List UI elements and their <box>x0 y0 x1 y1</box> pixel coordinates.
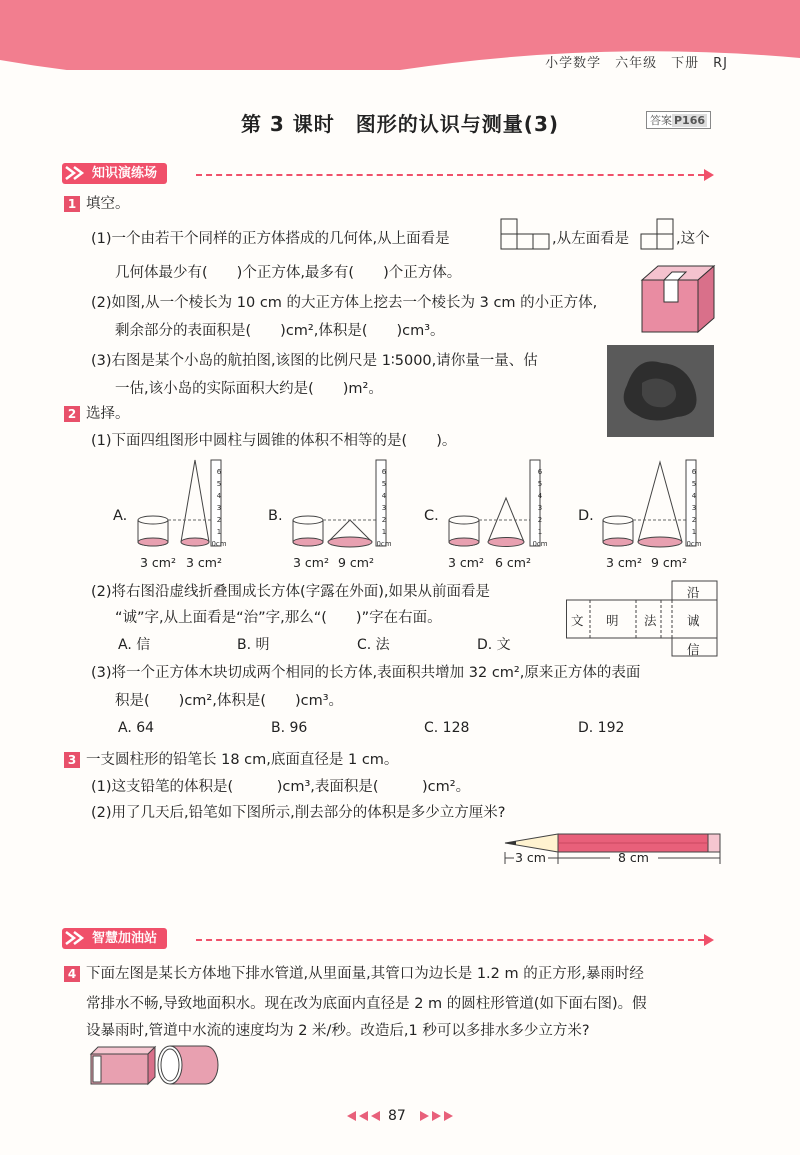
ruler-tick-label: 6 <box>691 468 697 476</box>
ruler-tick-label: 1 <box>381 528 387 536</box>
ruler-tick-label: 6 <box>381 468 387 476</box>
ruler-tick-label: 4 <box>381 492 387 500</box>
forward-arrows-icon <box>418 1110 458 1122</box>
pipe-figures <box>88 1044 220 1086</box>
option-c-figure <box>446 458 556 550</box>
q1-p1c: ,这个 <box>676 231 710 247</box>
ruler-tick-label: 5 <box>381 480 387 488</box>
q1-p1a: (1)一个由若干个同样的正方体搭成的几何体,从上面看是 <box>91 231 450 247</box>
ruler-tick-label: 6 <box>537 468 543 476</box>
section-divider-1 <box>196 174 704 176</box>
pencil-dim-tip: 3 cm <box>515 850 546 865</box>
ruler-tick-label: 5 <box>216 480 222 488</box>
ruler-tick-label: 2 <box>381 516 387 524</box>
q4-line-2: 常排水不畅,导致地面积水。现在改为底面内直径是 2 m 的圆柱形管道(如下面右图)。假 <box>86 996 647 1012</box>
q3-p1: (1)这支铅笔的体积是( )cm³,表面积是( )cm²。 <box>91 779 471 795</box>
option-letter-a: A. <box>113 508 128 524</box>
arrow-right-icon <box>704 934 714 946</box>
q1-p2b: 剩余部分的表面积是( )cm²,体积是( )cm³。 <box>115 323 445 339</box>
hollowed-cube-figure <box>640 262 718 334</box>
question-number-2: 2 <box>64 406 80 422</box>
header-info: 小学数学 六年级 下册 RJ <box>545 56 728 71</box>
net-face-xin: 信 <box>687 642 700 657</box>
ruler-tick-label: 5 <box>537 480 543 488</box>
section-title-2: 智慧加油站 <box>62 928 167 949</box>
q2-p3-option-a: A. 64 <box>118 720 155 736</box>
ruler-tick-label: 2 <box>691 516 697 524</box>
q2-p3-option-b: B. 96 <box>271 720 308 736</box>
answer-key-label: 答案 <box>650 114 672 127</box>
q1-p3a: (3)右图是某个小岛的航拍图,该图的比例尺是 1∶5000,请你量一量、估 <box>91 353 538 369</box>
option-c-label-2: 6 cm² <box>495 555 531 570</box>
net-face-zhi: 沿 <box>687 585 700 600</box>
page-number: 87 <box>388 1108 406 1124</box>
option-d-label-1: 3 cm² <box>606 555 642 570</box>
q2-p2-option-d: D. 文 <box>477 637 511 653</box>
section-divider-2 <box>196 939 704 941</box>
answer-key-page: P166 <box>674 114 706 127</box>
q2-p2a: (2)将右图沿虚线折叠围成长方体(字露在外面),如果从前面看是 <box>91 584 490 600</box>
chevron-icon <box>64 165 88 181</box>
answer-key-badge <box>646 111 711 129</box>
q3-heading: 一支圆柱形的铅笔长 18 cm,底面直径是 1 cm。 <box>86 752 399 768</box>
back-arrows-icon <box>346 1110 386 1122</box>
option-a-label-1: 3 cm² <box>140 555 176 570</box>
q2-p2b: “诚”字,从上面看是“治”字,那么“( )”字在右面。 <box>115 610 442 626</box>
page-title: 第 3 课时 图形的认识与测量(3) <box>240 112 560 136</box>
ruler-tick-label: 4 <box>691 492 697 500</box>
option-d-label-2: 9 cm² <box>651 555 687 570</box>
island-aerial-photo <box>607 345 714 437</box>
left-view-figure <box>640 218 676 250</box>
option-letter-b: B. <box>268 508 283 524</box>
ruler-tick-label: 0cm <box>532 540 548 548</box>
ruler-tick-label: 3 <box>216 504 222 512</box>
ruler-tick-label: 1 <box>691 528 697 536</box>
ruler-tick-label: 1 <box>216 528 222 536</box>
q2-p2-option-a: A. 信 <box>118 637 151 653</box>
q2-p3a: (3)将一个正方体木块切成两个相同的长方体,表面积共增加 32 cm²,原来正方体的表面 <box>91 665 641 681</box>
option-b-label-2: 9 cm² <box>338 555 374 570</box>
q2-p2-option-b: B. 明 <box>237 637 270 653</box>
q2-heading: 选择。 <box>86 406 130 422</box>
top-view-figure <box>500 218 552 250</box>
ruler-tick-label: 3 <box>381 504 387 512</box>
ruler-tick-label: 3 <box>691 504 697 512</box>
ruler-tick-label: 0cm <box>376 540 392 548</box>
net-face-wen: 文 <box>571 613 584 628</box>
ruler-tick-label: 2 <box>216 516 222 524</box>
q1-p1d: 几何体最少有( )个正方体,最多有( )个正方体。 <box>115 265 462 281</box>
ruler-tick-label: 6 <box>216 468 222 476</box>
option-b-label-1: 3 cm² <box>293 555 329 570</box>
net-face-ming: 明 <box>606 613 619 628</box>
net-face-cheng: 诚 <box>687 613 700 628</box>
q2-p1: (1)下面四组图形中圆柱与圆锥的体积不相等的是( )。 <box>91 433 457 449</box>
q3-p2: (2)用了几天后,铅笔如下图所示,削去部分的体积是多少立方厘米? <box>91 805 506 821</box>
net-face-fa: 法 <box>644 613 657 628</box>
pencil-dim-body: 8 cm <box>618 850 649 865</box>
ruler-tick-label: 3 <box>537 504 543 512</box>
ruler-tick-label: 4 <box>216 492 222 500</box>
q4-line-1: 下面左图是某长方体地下排水管道,从里面量,其管口为边长是 1.2 m 的正方形,暴雨时经 <box>86 966 644 982</box>
chevron-icon <box>64 930 88 946</box>
question-number-4: 4 <box>64 966 80 982</box>
option-d-figure <box>600 458 710 550</box>
ruler-tick-label: 2 <box>537 516 543 524</box>
q1-heading: 填空。 <box>86 196 130 212</box>
question-number-1: 1 <box>64 196 80 212</box>
q2-p3-option-d: D. 192 <box>578 720 625 736</box>
option-letter-c: C. <box>424 508 439 524</box>
q4-line-3: 设暴雨时,管道中水流的速度均为 2 米/秒。改造后,1 秒可以多排水多少立方米? <box>86 1023 590 1039</box>
option-a-label-2: 3 cm² <box>186 555 222 570</box>
q1-p1b: ,从左面看是 <box>552 231 630 247</box>
ruler-tick-label: 0cm <box>211 540 227 548</box>
q1-p2a: (2)如图,从一个棱长为 10 cm 的大正方体上挖去一个棱长为 3 cm 的小正方体, <box>91 295 598 311</box>
ruler-tick-label: 5 <box>691 480 697 488</box>
cube-net-figure <box>566 580 718 657</box>
arrow-right-icon <box>704 169 714 181</box>
ruler-tick-label: 0cm <box>686 540 702 548</box>
q1-p3b: 一估,该小岛的实际面积大约是( )m²。 <box>115 381 383 397</box>
option-letter-d: D. <box>578 508 594 524</box>
ruler-tick-label: 4 <box>537 492 543 500</box>
section-title-1: 知识演练场 <box>62 163 167 184</box>
q2-p3b: 积是( )cm²,体积是( )cm³。 <box>115 693 344 709</box>
q2-p3-option-c: C. 128 <box>424 720 470 736</box>
q2-p2-option-c: C. 法 <box>357 637 390 653</box>
ruler-tick-label: 1 <box>537 528 543 536</box>
option-b-figure <box>290 458 400 550</box>
option-c-label-1: 3 cm² <box>448 555 484 570</box>
option-a-figure <box>135 458 245 550</box>
question-number-3: 3 <box>64 752 80 768</box>
